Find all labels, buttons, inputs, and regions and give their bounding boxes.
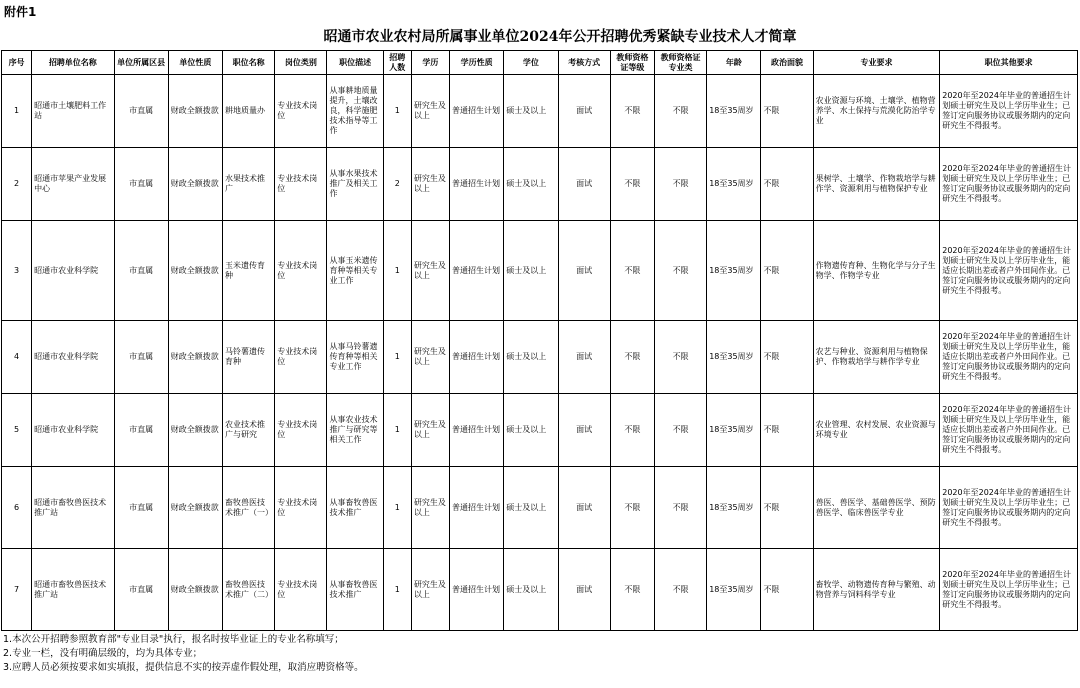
table-cell: 3 — [2, 221, 32, 321]
col-header: 单位所属区县 — [114, 51, 168, 75]
table-cell: 硕士及以上 — [504, 221, 558, 321]
table-cell: 不限 — [761, 467, 813, 549]
table-cell: 市直属 — [114, 394, 168, 467]
table-cell: 18至35周岁 — [707, 394, 761, 467]
col-header: 招聘单位名称 — [32, 51, 114, 75]
table-cell: 昭通市农业科学院 — [32, 321, 114, 394]
table-cell: 18至35周岁 — [707, 321, 761, 394]
table-row — [2, 148, 1078, 221]
table-cell: 不限 — [654, 321, 706, 394]
table-cell: 1 — [383, 394, 411, 467]
table-cell: 不限 — [610, 394, 654, 467]
table-cell: 面试 — [558, 75, 610, 148]
col-header: 政治面貌 — [761, 51, 813, 75]
table-cell: 市直属 — [114, 549, 168, 631]
table-cell: 水果技术推广 — [223, 148, 275, 221]
table-cell: 作物遗传育种、生物化学与分子生物学、作物学专业 — [813, 221, 940, 321]
table-cell: 研究生及以上 — [411, 467, 449, 549]
table-cell: 硕士及以上 — [504, 394, 558, 467]
table-cell: 普通招生计划 — [450, 467, 504, 549]
table-cell: 专业技术岗位 — [275, 394, 327, 467]
table-cell: 2020年至2024年毕业的普通招生计划硕士研究生及以上学历毕业生；已签订定向服务协议或服务期内的定向研究生不得报考。 — [940, 467, 1078, 549]
footnotes — [3, 633, 364, 675]
table-cell: 从事马铃薯遗传育种等相关专业工作 — [327, 321, 383, 394]
footnote: 2.专业一栏，没有明确层级的，均为具体专业； — [3, 648, 203, 659]
table-cell: 专业技术岗位 — [275, 549, 327, 631]
table-cell: 2020年至2024年毕业的普通招生计划硕士研究生及以上学历毕业生；已签订定向服务协议或服务期内的定向研究生不得报考。 — [940, 549, 1078, 631]
table-row — [2, 467, 1078, 549]
col-header: 岗位类别 — [275, 51, 327, 75]
table-cell: 昭通市畜牧兽医技术推广站 — [32, 467, 114, 549]
recruitment-table — [1, 50, 1078, 631]
table-cell: 财政全额拨款 — [168, 321, 222, 394]
table-cell: 不限 — [761, 221, 813, 321]
table-cell: 面试 — [558, 549, 610, 631]
table-row — [2, 394, 1078, 467]
table-cell: 硕士及以上 — [504, 467, 558, 549]
table-cell: 面试 — [558, 148, 610, 221]
col-header: 职位名称 — [223, 51, 275, 75]
table-cell: 18至35周岁 — [707, 549, 761, 631]
table-cell: 18至35周岁 — [707, 221, 761, 321]
table-cell: 从事玉米遗传育种等相关专业工作 — [327, 221, 383, 321]
table-cell: 7 — [2, 549, 32, 631]
table-cell: 研究生及以上 — [411, 148, 449, 221]
table-cell: 2 — [383, 148, 411, 221]
table-cell: 财政全额拨款 — [168, 148, 222, 221]
table-cell: 不限 — [654, 394, 706, 467]
table-cell: 畜牧兽医技术推广（一） — [223, 467, 275, 549]
table-cell: 不限 — [761, 321, 813, 394]
table-cell: 18至35周岁 — [707, 75, 761, 148]
table-cell: 从事耕地质量提升，土壤改良，科学施肥技术指导等工作 — [327, 75, 383, 148]
table-cell: 普通招生计划 — [450, 221, 504, 321]
table-cell: 专业技术岗位 — [275, 321, 327, 394]
table-cell: 1 — [383, 75, 411, 148]
table-cell: 研究生及以上 — [411, 75, 449, 148]
page-title: 昭通市农业农村局所属事业单位2024年公开招聘优秀紧缺专业技术人才简章 — [323, 29, 797, 45]
table-cell: 2020年至2024年毕业的普通招生计划硕士研究生及以上学历毕业生，能适应长期出差或者户外田间作业。已签订定向服务协议或服务期内的定向研究生不得报考。 — [940, 394, 1078, 467]
table-row — [2, 321, 1078, 394]
table-cell: 从事农业技术推广与研究等相关工作 — [327, 394, 383, 467]
table-cell: 5 — [2, 394, 32, 467]
table-cell: 财政全额拨款 — [168, 394, 222, 467]
col-header: 教师资格证等级 — [610, 51, 654, 75]
col-header: 招聘人数 — [383, 51, 411, 75]
table-cell: 2020年至2024年毕业的普通招生计划硕士研究生及以上学历毕业生；已签订定向服务协议或服务期内的定向研究生不得报考。 — [940, 148, 1078, 221]
col-header: 序号 — [2, 51, 32, 75]
table-row — [2, 549, 1078, 631]
table-cell: 不限 — [761, 549, 813, 631]
table-cell: 不限 — [610, 321, 654, 394]
col-header: 学历性质 — [450, 51, 504, 75]
table-cell: 昭通市畜牧兽医技术推广站 — [32, 549, 114, 631]
table-cell: 市直属 — [114, 221, 168, 321]
table-cell: 市直属 — [114, 75, 168, 148]
table-cell: 研究生及以上 — [411, 321, 449, 394]
table-cell: 不限 — [610, 549, 654, 631]
table-cell: 不限 — [610, 75, 654, 148]
table-cell: 研究生及以上 — [411, 549, 449, 631]
table-cell: 6 — [2, 467, 32, 549]
col-header: 教师资格证专业类 — [654, 51, 706, 75]
table-cell: 昭通市农业科学院 — [32, 394, 114, 467]
table-cell: 农业管理、农村发展、农业资源与环境专业 — [813, 394, 940, 467]
table-cell: 研究生及以上 — [411, 221, 449, 321]
table-row — [2, 75, 1078, 148]
table-cell: 普通招生计划 — [450, 148, 504, 221]
col-header: 单位性质 — [168, 51, 222, 75]
col-header: 考核方式 — [558, 51, 610, 75]
table-cell: 不限 — [654, 221, 706, 321]
table-cell: 面试 — [558, 394, 610, 467]
table-cell: 昭通市土壤肥料工作站 — [32, 75, 114, 148]
table-cell: 普通招生计划 — [450, 321, 504, 394]
table-cell: 从事畜牧兽医技术推广 — [327, 467, 383, 549]
table-cell: 不限 — [761, 75, 813, 148]
table-cell: 1 — [2, 75, 32, 148]
footnote: 3.应聘人员必须按要求如实填报，提供信息不实的按弄虚作假处理，取消应聘资格等。 — [3, 662, 364, 673]
table-cell: 硕士及以上 — [504, 75, 558, 148]
table-cell: 专业技术岗位 — [275, 75, 327, 148]
table-cell: 市直属 — [114, 467, 168, 549]
table-cell: 玉米遗传育种 — [223, 221, 275, 321]
table-cell: 2020年至2024年毕业的普通招生计划硕士研究生及以上学历毕业生；已签订定向服务协议或服务期内的定向研究生不得报考。 — [940, 75, 1078, 148]
table-cell: 不限 — [610, 221, 654, 321]
col-header: 学位 — [504, 51, 558, 75]
table-cell: 不限 — [610, 148, 654, 221]
table-cell: 4 — [2, 321, 32, 394]
table-cell: 2 — [2, 148, 32, 221]
table-cell: 专业技术岗位 — [275, 467, 327, 549]
table-cell: 不限 — [654, 75, 706, 148]
table-cell: 18至35周岁 — [707, 467, 761, 549]
table-cell: 硕士及以上 — [504, 148, 558, 221]
col-header: 职位其他要求 — [940, 51, 1078, 75]
table-cell: 不限 — [761, 148, 813, 221]
table-cell: 普通招生计划 — [450, 549, 504, 631]
table-cell: 研究生及以上 — [411, 394, 449, 467]
table-cell: 1 — [383, 467, 411, 549]
table-cell: 农业技术推广与研究 — [223, 394, 275, 467]
table-cell: 畜牧学、动物遗传育种与繁殖、动物营养与饲料科学专业 — [813, 549, 940, 631]
table-cell: 面试 — [558, 467, 610, 549]
table-cell: 专业技术岗位 — [275, 221, 327, 321]
table-cell: 农业资源与环境、土壤学、植物营养学、水土保持与荒漠化防治学专业 — [813, 75, 940, 148]
footnote: 1.本次公开招聘参照教育部"专业目录"执行，报名时按毕业证上的专业名称填写； — [3, 634, 344, 645]
table-cell: 普通招生计划 — [450, 75, 504, 148]
col-header: 专业要求 — [813, 51, 940, 75]
table-cell: 从事水果技术推广及相关工作 — [327, 148, 383, 221]
table-cell: 不限 — [654, 467, 706, 549]
table-cell: 财政全额拨款 — [168, 221, 222, 321]
table-cell: 从事畜牧兽医技术推广 — [327, 549, 383, 631]
col-header: 职位描述 — [327, 51, 383, 75]
col-header: 学历 — [411, 51, 449, 75]
table-row — [2, 221, 1078, 321]
table-cell: 果树学、土壤学、作物栽培学与耕作学、资源利用与植物保护专业 — [813, 148, 940, 221]
table-cell: 不限 — [761, 394, 813, 467]
table-cell: 2020年至2024年毕业的普通招生计划硕士研究生及以上学历毕业生，能适应长期出差或者户外田间作业。已签订定向服务协议或服务期内的定向研究生不得报考。 — [940, 221, 1078, 321]
table-cell: 专业技术岗位 — [275, 148, 327, 221]
table-cell: 农艺与种业、资源利用与植物保护、作物栽培学与耕作学专业 — [813, 321, 940, 394]
table-cell: 昭通市苹果产业发展中心 — [32, 148, 114, 221]
table-cell: 财政全额拨款 — [168, 467, 222, 549]
table-cell: 昭通市农业科学院 — [32, 221, 114, 321]
table-cell: 2020年至2024年毕业的普通招生计划硕士研究生及以上学历毕业生，能适应长期出差或者户外田间作业。已签订定向服务协议或服务期内的定向研究生不得报考。 — [940, 321, 1078, 394]
table-cell: 财政全额拨款 — [168, 75, 222, 148]
table-cell: 兽医、兽医学、基础兽医学、预防兽医学、临床兽医学专业 — [813, 467, 940, 549]
table-cell: 不限 — [654, 148, 706, 221]
table-cell: 硕士及以上 — [504, 321, 558, 394]
table-cell: 马铃薯遗传育种 — [223, 321, 275, 394]
table-cell: 18至35周岁 — [707, 148, 761, 221]
col-header: 年龄 — [707, 51, 761, 75]
table-cell: 不限 — [654, 549, 706, 631]
table-cell: 1 — [383, 221, 411, 321]
table-cell: 耕地质量办 — [223, 75, 275, 148]
table-cell: 面试 — [558, 321, 610, 394]
table-cell: 财政全额拨款 — [168, 549, 222, 631]
table-header-row — [2, 51, 1078, 75]
table-cell: 畜牧兽医技术推广（二） — [223, 549, 275, 631]
table-cell: 1 — [383, 321, 411, 394]
attachment-label: 附件1 — [4, 5, 37, 19]
table-cell: 普通招生计划 — [450, 394, 504, 467]
table-cell: 硕士及以上 — [504, 549, 558, 631]
table-cell: 市直属 — [114, 148, 168, 221]
table-cell: 不限 — [610, 467, 654, 549]
table-cell: 市直属 — [114, 321, 168, 394]
table-cell: 面试 — [558, 221, 610, 321]
table-cell: 1 — [383, 549, 411, 631]
